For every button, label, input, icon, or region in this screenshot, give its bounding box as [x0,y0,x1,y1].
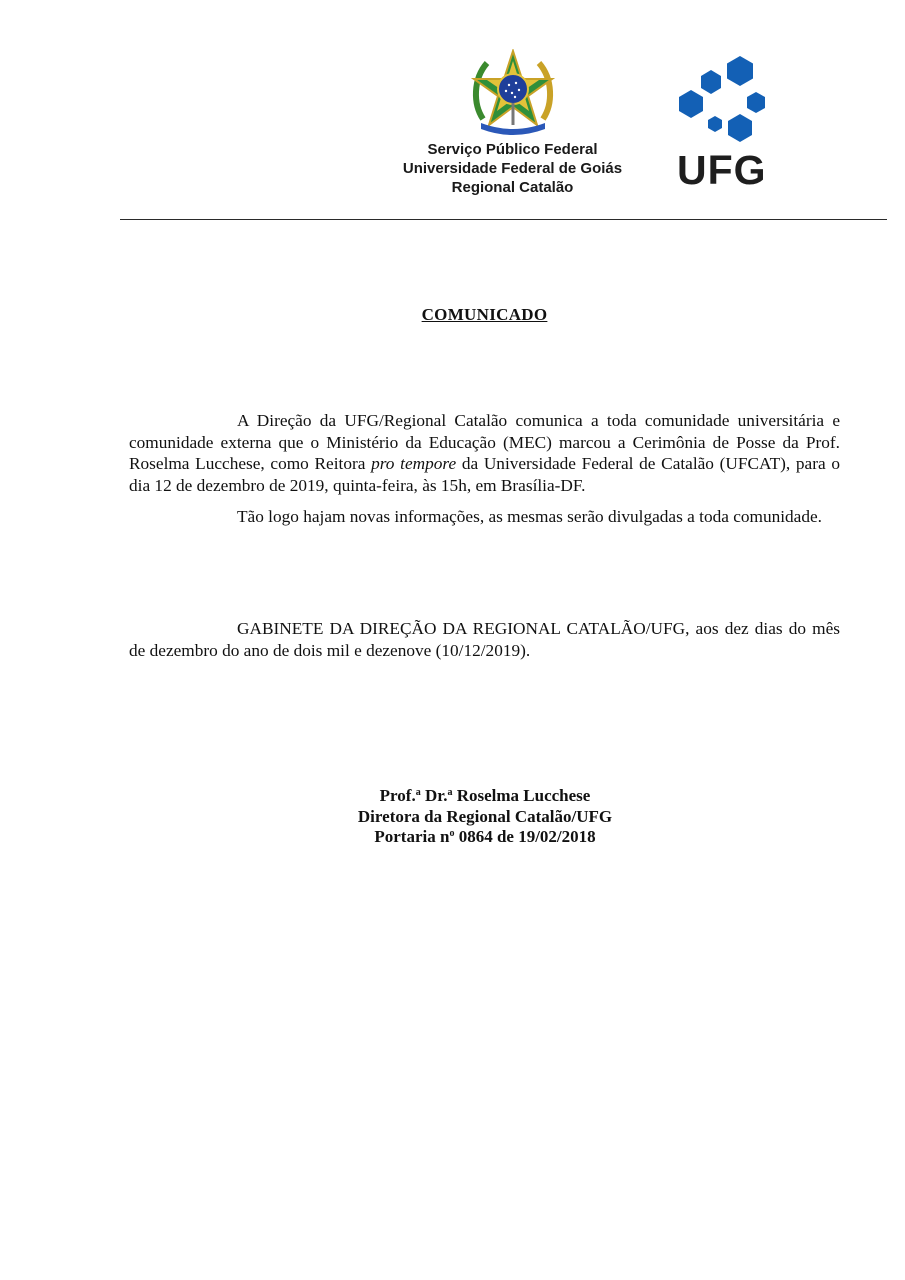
signature-sup-2: a [447,787,453,798]
ufg-logo-text: UFG [677,147,767,193]
signature-ordinance-label: Portaria n [374,827,450,846]
header-line-service: Serviço Público Federal [427,141,598,158]
document-title: COMUNICADO [421,305,548,324]
signature-block [250,786,720,848]
signature-person-name: Roselma Lucchese [452,786,591,805]
header-line-university: Universidade Federal de Goiás [402,160,623,177]
paragraph-announcement [129,410,840,496]
signature-title-prof: Prof. [379,786,416,805]
signature-role: Diretora da Regional Catalão/UFG [357,806,613,826]
header-line-regional: Regional Catalão [451,179,574,196]
signature-ordinance [250,827,720,848]
ufg-logo [674,52,770,193]
paragraph-announcement-text-b: da Universidade Federal de Catalão (UFCAT), para o dia 12 de dezembro de 2019, quinta-feira, às 15h, em Brasília-DF. [129,454,840,495]
brazil-coat-of-arms-icon [469,49,557,137]
paragraph-updates: Tão logo hajam novas informações, as mesmas serão divulgadas a toda comunidade. [237,507,822,526]
signature-sup-1: a [415,787,421,798]
signature-ordinance-number: 0864 de 19/02/2018 [454,827,596,846]
paragraph-closing: GABINETE DA DIREÇÃO DA REGIONAL CATALÃO/UFG, aos dez dias do mês de dezembro do ano de dois mil e dezenove (10/12/2019). [129,619,840,660]
paragraph-announcement-italic: pro tempore [371,454,457,473]
signature-title-dr: Dr. [420,786,448,805]
paragraph-announcement-text-a: A Direção da UFG/Regional Catalão comunica a toda comunidade universitária e comunidade externa que o Ministério da Educação (MEC) marcou a Cerimônia de Posse da Prof. Roselma Lucchese, como Reitora [129,411,840,473]
signature-name [250,786,720,807]
ufg-hexagons-icon [674,52,770,152]
institution-header [380,140,645,197]
signature-sup-3: o [449,828,455,839]
header-divider [120,219,887,220]
